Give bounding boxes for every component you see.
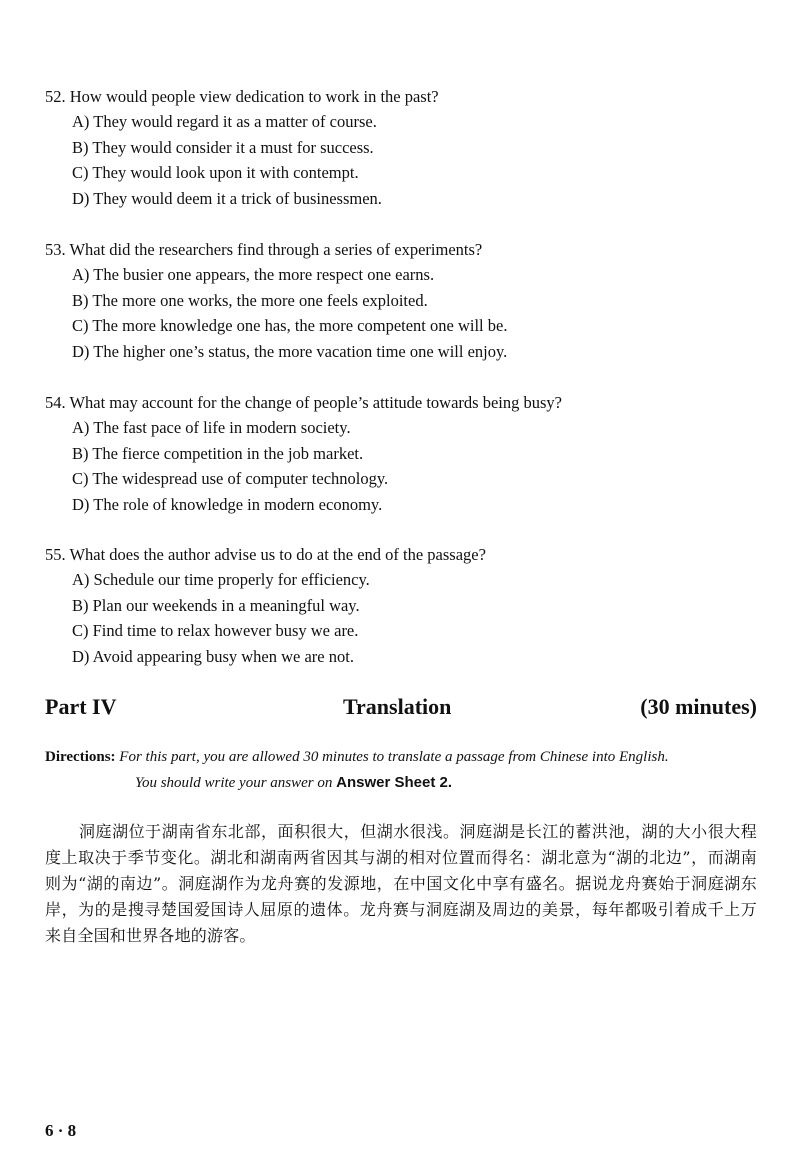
- option-a: A) The fast pace of life in modern society.: [72, 418, 351, 437]
- question-53: [45, 237, 765, 364]
- option-c: C) They would look upon it with contempt.: [72, 163, 359, 182]
- option-c: C) The more knowledge one has, the more competent one will be.: [72, 316, 508, 335]
- question-55: [45, 542, 765, 669]
- option-d: D) They would deem it a trick of businessmen.: [72, 188, 382, 208]
- directions-text: For this part, you are allowed 30 minutes to translate a passage from Chinese into English.: [119, 749, 669, 765]
- page-number: 6 · 8: [45, 1121, 77, 1140]
- question-stem: 55. What does the author advise us to do at the end of the passage?: [45, 545, 486, 564]
- option-a: A) They would regard it as a matter of course.: [72, 112, 377, 131]
- option-d: D) The role of knowledge in modern economy.: [72, 494, 383, 514]
- directions: [45, 745, 757, 796]
- part-title: Translation: [343, 694, 452, 719]
- part-number: Part IV: [45, 694, 117, 719]
- option-c: C) The widespread use of computer technology.: [72, 469, 389, 488]
- question-stem: 52. How would people view dedication to work in the past?: [45, 87, 439, 106]
- question-stem: 53. What did the researchers find through a series of experiments?: [45, 240, 483, 259]
- directions-label: Directions:: [45, 749, 116, 765]
- option-d: D) Avoid appearing busy when we are not.: [72, 646, 354, 666]
- option-c: C) Find time to relax however busy we are.: [72, 621, 359, 640]
- part-time: (30 minutes): [640, 694, 757, 719]
- option-b: B) They would consider it a must for success.: [72, 137, 374, 157]
- directions-text-2: You should write your answer on: [135, 775, 337, 791]
- part-header: [45, 694, 757, 728]
- option-b: B) The more one works, the more one feels exploited.: [72, 290, 428, 310]
- answer-sheet-label: Answer Sheet 2.: [336, 774, 453, 791]
- chinese-passage: 洞庭湖位于湖南省东北部，面积很大，但湖水很浅。洞庭湖是长江的蓄洪池，湖的大小很大程度上取决于季节变化。湖北和湖南两省因其与湖的相对位置而得名：湖北意为“湖的北边”，而湖南则为“湖的南边”。洞庭湖作为龙舟赛的发源地，在中国文化中享有盛名。据说龙舟赛始于洞庭湖东岸，为的是搜寻楚国爱国诗人屈原的遗体。龙舟赛与洞庭湖及周边的美景，每年都吸引着成千上万来自全国和世界各地的游客。: [45, 822, 757, 945]
- option-b: B) The fierce competition in the job market.: [72, 443, 364, 463]
- option-d: D) The higher one’s status, the more vacation time one will enjoy.: [72, 341, 508, 361]
- question-54: [45, 390, 765, 517]
- question-52: [45, 84, 765, 211]
- option-a: A) The busier one appears, the more respect one earns.: [72, 265, 435, 284]
- option-b: B) Plan our weekends in a meaningful way.: [72, 595, 360, 615]
- option-a: A) Schedule our time properly for efficiency.: [72, 570, 370, 589]
- question-stem: 54. What may account for the change of people’s attitude towards being busy?: [45, 393, 562, 412]
